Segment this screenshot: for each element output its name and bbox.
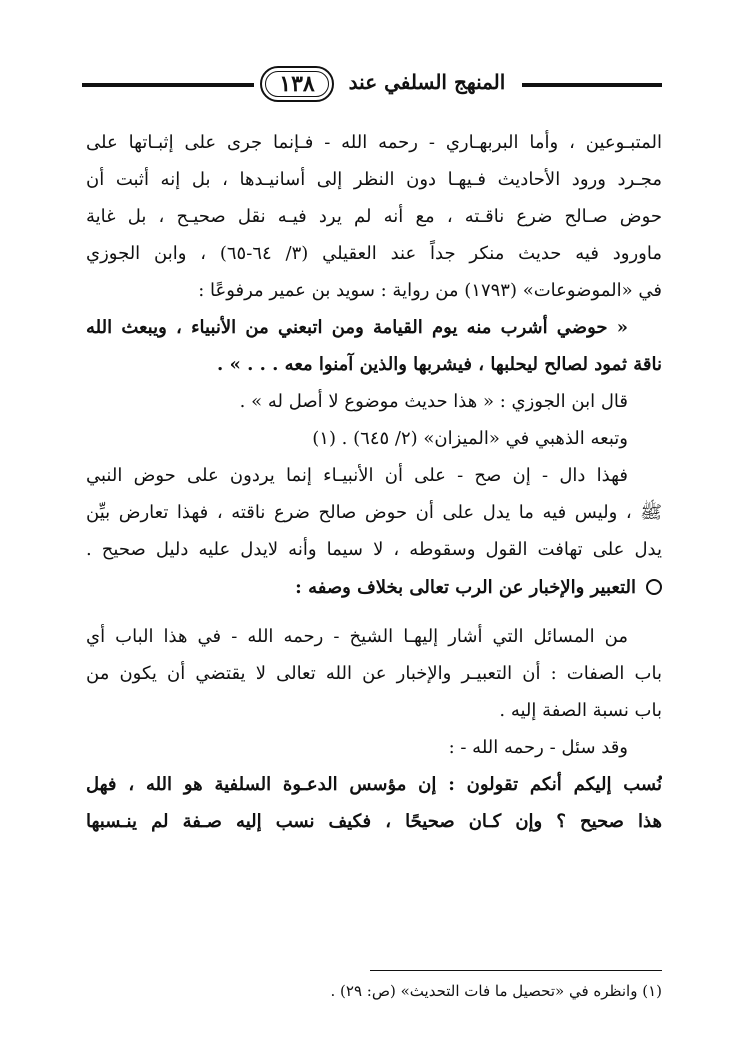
text-line: في «الموضوعات» (١٧٩٣) من رواية : سويد بن عمير مرفوعًا : xyxy=(198,280,662,301)
text-line: وقد سئل - رحمه الله - : xyxy=(448,737,628,758)
section-heading-text: التعبير والإخبار عن الرب تعالى بخلاف وصفه : xyxy=(295,576,636,598)
text-line: قال ابن الجوزي : « هذا حديث موضوع لا أصل له » . xyxy=(239,391,628,412)
text-line: باب نسبة الصفة إليه . xyxy=(499,700,662,721)
text-line: وتبعه الذهبي في «الميزان» (٢/ ٦٤٥) . (١) xyxy=(312,428,628,449)
question-line: نُسب إليكم أنكم تقولون : إن مؤسس الدعـوة السلفية هو الله ، فهل xyxy=(86,774,662,795)
text-line: مجـرد ورود الأحاديث فـيهـا دون النظر إلى أسانيـدها ، بل إنه أثبت أن xyxy=(86,169,662,190)
text-line: ماورود فيه حديث منكر جداً عند العقيلي (٣/ ٦٤-٦٥) ، وابن الجوزي xyxy=(86,243,662,264)
text-line: ﷺ ، وليس فيه ما يدل على أن حوض صالح ضرع ناقته ، فهذا تعارض بيِّن xyxy=(86,502,662,523)
footnote: (١) وانظره في «تحصيل ما فات التحديث» (ص: ٢٩) . xyxy=(330,982,662,1000)
text-line: فهذا دال - إن صح - على أن الأنبيـاء إنما يردون على حوض النبي xyxy=(86,465,628,486)
header-rule-right xyxy=(522,83,662,87)
hadith-quote-line: ناقة ثمود لصالح ليحلبها ، فيشربها والذين آمنوا معه . . . » . xyxy=(217,354,662,375)
page-number-badge: ١٣٨ xyxy=(260,66,334,102)
section-heading xyxy=(86,568,662,606)
hadith-quote-line: « حوضي أشرب منه يوم القيامة ومن اتبعني من الأنبياء ، ويبعث الله xyxy=(86,317,628,338)
text-line: من المسائل التي أشار إليهـا الشيخ - رحمه الله - في هذا الباب أي xyxy=(86,626,628,647)
spacer xyxy=(86,606,662,618)
text-line: المتبـوعين ، وأما البربهـاري - رحمه الله - فـإنما جرى على إثبـاتها على xyxy=(86,132,662,153)
page-header xyxy=(82,64,662,108)
header-rule-left xyxy=(82,83,254,87)
body-text xyxy=(86,124,662,840)
circle-bullet-icon xyxy=(646,579,662,595)
text-line: يدل على تهافت القول وسقوطه ، لا سيما وأنه لايدل عليه دليل صحيح . xyxy=(86,539,662,560)
text-line: حوض صـالح ضرع ناقـته ، مع أنه لم يرد فيـه نقل صحيـح ، بل غاية xyxy=(86,206,662,227)
text-line: باب الصفات : أن التعبيـر والإخبار عن الله تعالى لا يقتضي أن يكون من xyxy=(86,663,662,684)
footnote-divider xyxy=(370,970,662,971)
running-title: المنهج السلفي عند xyxy=(348,70,506,94)
question-line: هذا صحيح ؟ وإن كـان صحيحًا ، فكيف نسب إليه صـفة لم ينـسبها xyxy=(86,811,662,832)
